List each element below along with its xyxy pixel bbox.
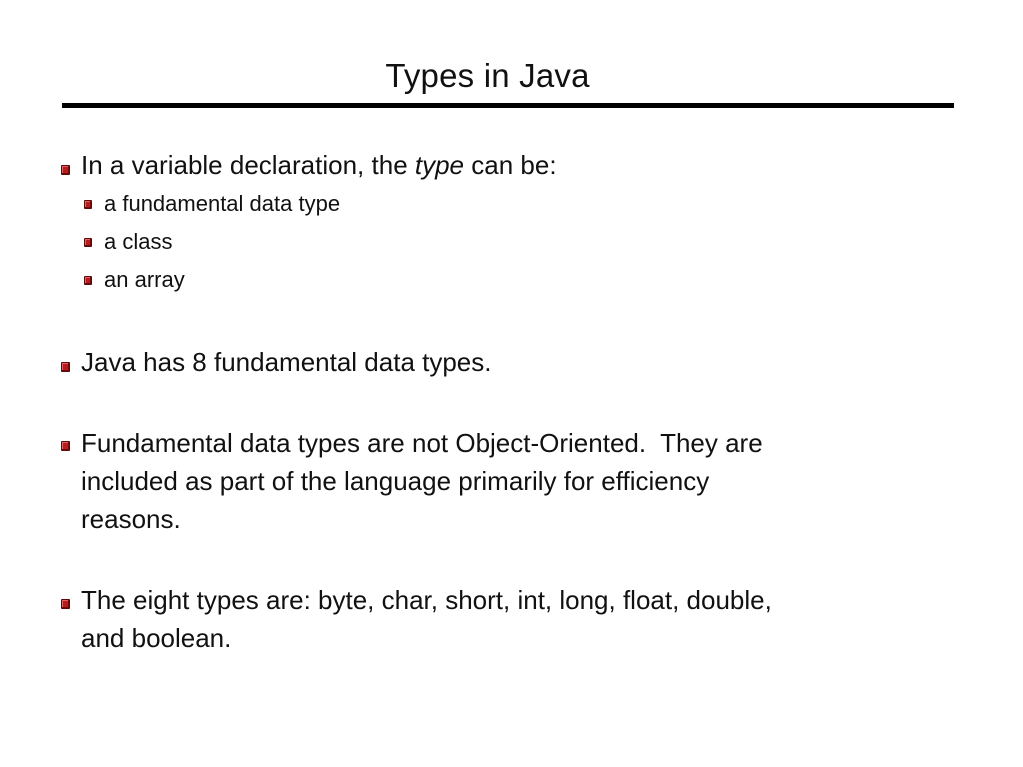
- bullet-3-text: [81, 424, 961, 538]
- sub-bullet-icon: [84, 276, 92, 285]
- bullet-4-line-2: and boolean.: [81, 623, 232, 653]
- bullet-3-line-2: included as part of the language primarily for efficiency: [81, 466, 710, 496]
- bullet-icon: [61, 362, 70, 372]
- title-underline: [62, 103, 954, 108]
- sub-bullet-3-text: an array: [104, 267, 185, 292]
- bullet-1-emphasis: type: [414, 150, 465, 180]
- bullet-3-line-1: Fundamental data types are not Object-Oriented. They are: [81, 428, 763, 458]
- sub-bullet-1-text: a fundamental data type: [104, 191, 341, 216]
- sub-bullet-icon: [84, 238, 92, 247]
- bullet-2-text: Java has 8 fundamental data types.: [81, 347, 492, 377]
- bullet-4-line-1: The eight types are: byte, char, short, int, long, float, double,: [81, 585, 772, 615]
- bullet-1-text-before: In a variable declaration, the: [81, 150, 415, 180]
- bullet-1-text-after: can be:: [464, 150, 557, 180]
- bullet-icon: [61, 441, 70, 451]
- bullet-icon: [61, 599, 70, 609]
- bullet-4-text: [81, 581, 961, 657]
- sub-bullet-2-text: a class: [104, 229, 173, 254]
- page-title: Types in Java: [385, 57, 590, 94]
- bullet-1-text: [81, 146, 961, 184]
- sub-bullet-icon: [84, 200, 92, 209]
- bullet-3-line-3: reasons.: [81, 504, 181, 534]
- bullet-icon: [61, 165, 70, 175]
